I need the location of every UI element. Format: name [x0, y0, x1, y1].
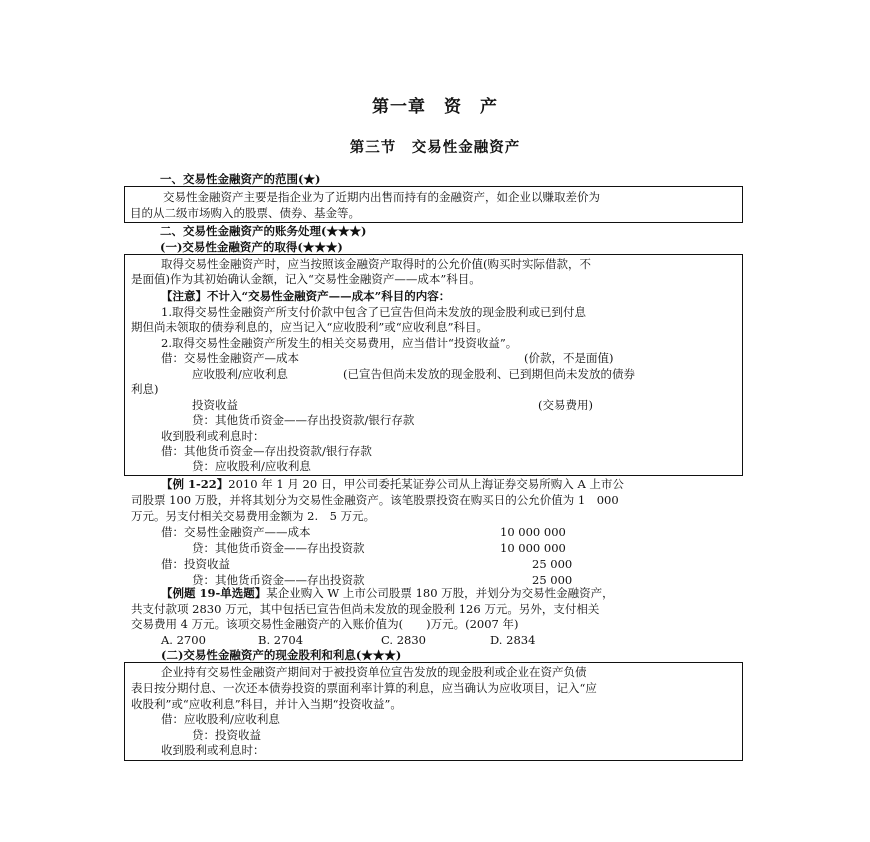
- heading-dividend: (二)交易性金融资产的现金股利和利息(★★★): [161, 648, 402, 662]
- dividend-line-3: 收股利”或“应收利息”科目，并计入当期“投资收益”。: [131, 697, 402, 711]
- heading-accounting: 二、交易性金融资产的账务处理(★★★): [160, 224, 367, 238]
- entry1-debit-2-note: (已宣告但尚未发放的现金股利、已到期但尚未发放的债券: [343, 367, 635, 381]
- option-d: D. 2834: [490, 633, 536, 647]
- entry2-amount-2: 10 000 000: [500, 541, 566, 555]
- option-b: B. 2704: [258, 633, 304, 647]
- entry3-receive: 收到股利或利息时：: [161, 743, 265, 757]
- example-line-1: [161, 477, 624, 491]
- entry2-line-1: 借：交易性金融资产——成本: [161, 525, 311, 539]
- note-heading: 【注意】不计入“交易性金融资产——成本”科目的内容：: [161, 289, 451, 303]
- note-line-2: 期但尚未领取的债券利息的，应当记入“应收股利”或“应收利息”科目。: [131, 320, 489, 334]
- scope-line-1: 交易性金融资产主要是指企业为了近期内出售而持有的金融资产，如企业以赚取差价为: [163, 190, 600, 204]
- question-line-2: 共支付款项 2830 万元，其中包括已宣告但尚未发放的现金股利 126 万元。另外，支付相关: [131, 602, 600, 616]
- question-heading: 【例题 19-单选题】: [161, 586, 267, 600]
- entry1-debit-4: 借：其他货币资金—存出投资款/银行存款: [161, 444, 372, 458]
- example-text-1: 2010 年 1 月 20 日，甲公司委托某证券公司从上海证券交易所购入 A 上市公: [228, 477, 624, 491]
- entry2-amount-1: 10 000 000: [500, 525, 566, 539]
- entry1-debit-2-note-cont: 利息): [131, 382, 159, 396]
- option-c: C. 2830: [381, 633, 426, 647]
- acquire-line-2: 是面值)作为其初始确认金额，记入“交易性金融资产——成本”科目。: [131, 272, 481, 286]
- entry2-line-2: 贷：其他货币资金——存出投资款: [192, 541, 365, 555]
- entry1-debit-3: 投资收益: [192, 398, 238, 412]
- question-line-1: [161, 586, 614, 600]
- question-line-3: 交易费用 4 万元。该项交易性金融资产的入账价值为( )万元。(2007 年): [131, 617, 519, 631]
- entry1-credit-1: 贷：其他货币资金——存出投资款/银行存款: [192, 413, 415, 427]
- note-line-1: 1.取得交易性金融资产所支付价款中包含了已宣告但尚未发放的现金股利或已到付息: [161, 305, 586, 319]
- option-a: A. 2700: [161, 633, 206, 647]
- entry1-debit-3-note: (交易费用): [538, 398, 593, 412]
- heading-scope: 一、交易性金融资产的范围(★): [160, 172, 321, 186]
- scope-line-2: 目的从二级市场购入的股票、债券、基金等。: [130, 206, 360, 220]
- example-line-2: 司股票 100 万股，并将其划分为交易性金融资产。该笔股票投资在购买日的公允价值为 1 000: [131, 493, 619, 507]
- entry1-debit-1-note: (价款，不是面值): [524, 351, 614, 365]
- acquire-line-1: 取得交易性金融资产时，应当按照该金融资产取得时的公允价值(购买时实际借款，不: [161, 257, 591, 271]
- section-title: 第三节 交易性金融资产: [349, 139, 521, 156]
- entry1-debit-2: 应收股利/应收利息: [192, 367, 288, 381]
- entry1-receive: 收到股利或利息时：: [161, 429, 265, 443]
- example-heading: 【例 1-22】: [161, 477, 229, 491]
- heading-acquisition: (一)交易性金融资产的取得(★★★): [160, 240, 343, 254]
- dividend-line-2: 表日按分期付息、一次还本债券投资的票面利率计算的利息，应当确认为应收项目，记入“应: [131, 681, 597, 695]
- entry3-credit: 贷：投资收益: [192, 728, 261, 742]
- entry2-line-3: 借：投资收益: [161, 557, 230, 571]
- entry2-amount-4: 25 000: [532, 573, 573, 587]
- note-line-3: 2.取得交易性金融资产所发生的相关交易费用，应当借计“投资收益”。: [161, 336, 518, 350]
- question-text-1: 某企业购入 W 上市公司股票 180 万股，并划分为交易性金融资产，: [266, 586, 614, 600]
- entry1-credit-2: 贷：应收股利/应收利息: [192, 459, 311, 473]
- dividend-line-1: 企业持有交易性金融资产期间对于被投资单位宣告发放的现金股利或企业在资产负债: [161, 665, 587, 679]
- entry3-debit: 借：应收股利/应收利息: [161, 712, 280, 726]
- entry1-debit-1: 借：交易性金融资产—成本: [161, 351, 299, 365]
- entry2-line-4: 贷：其他货币资金——存出投资款: [192, 573, 365, 587]
- entry2-amount-3: 25 000: [532, 557, 573, 571]
- chapter-title: 第一章 资 产: [372, 97, 498, 117]
- example-line-3: 万元。另支付相关交易费用金额为 2. 5 万元。: [131, 509, 376, 523]
